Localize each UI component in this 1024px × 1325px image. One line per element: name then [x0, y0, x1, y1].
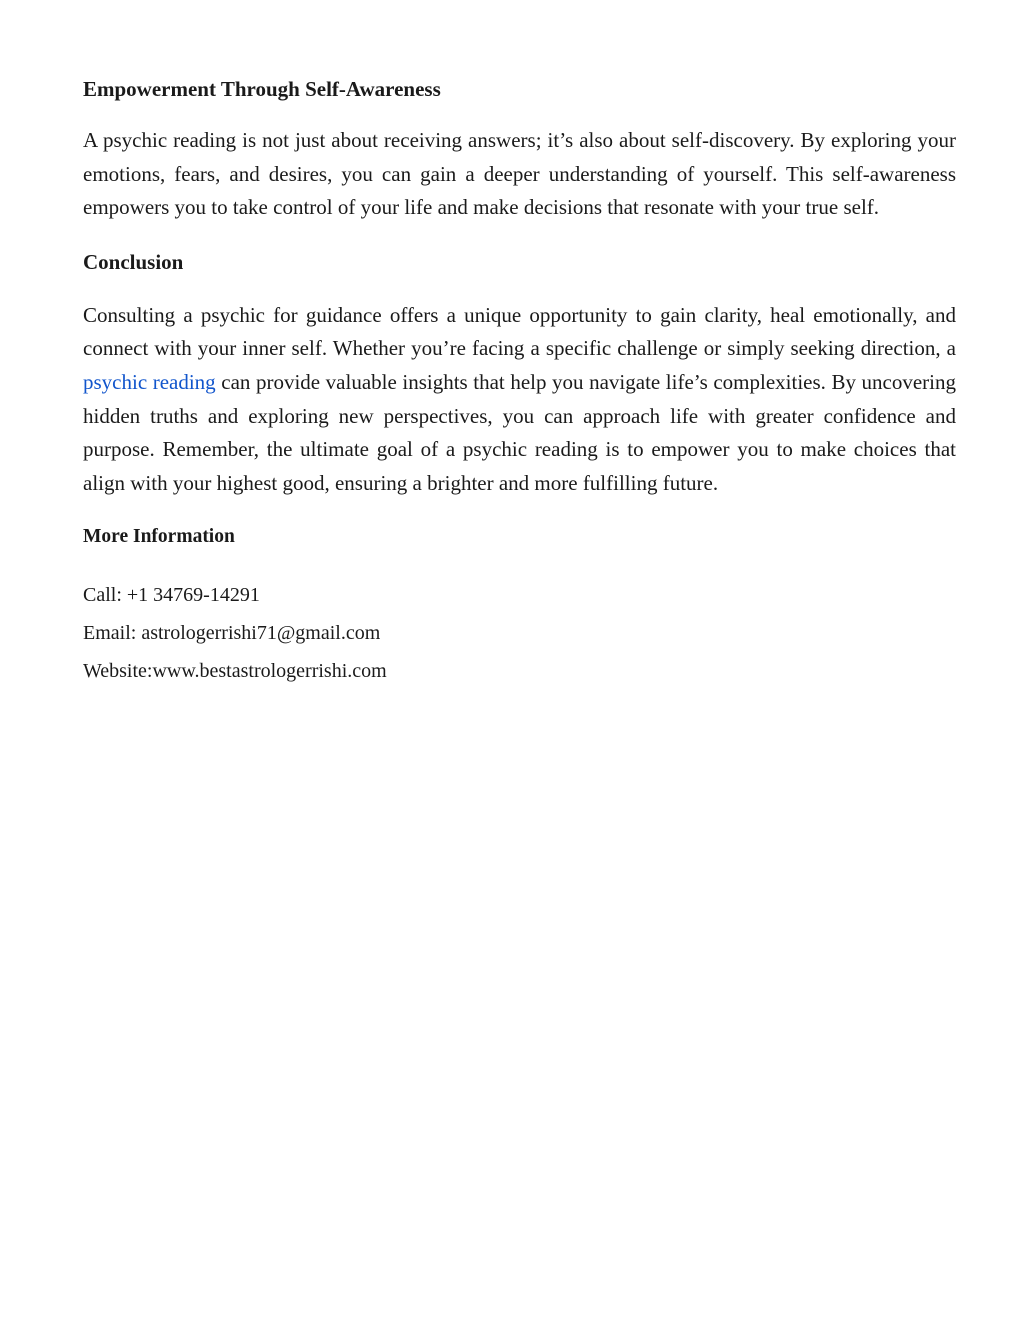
contact-call: Call: +1 34769-14291	[83, 584, 260, 607]
conclusion-text-start: Consulting a psychic for guidance offers a unique opportunity to gain clarity, heal emotionally, and connect with your inner self. Whether you’re facing a specific challenge or simply seeking direction, a	[83, 302, 956, 361]
document-page	[83, 72, 956, 690]
psychic-reading-link[interactable]: psychic reading	[83, 369, 216, 394]
contact-email: Email: astrologerrishi71@gmail.com	[83, 622, 381, 645]
conclusion-text-end: can provide valuable insights that help you navigate life’s complexities. By uncovering hidden truths and exploring new perspectives, you can approach life with greater confidence and purpose. Remember, the ultimate goal of a psychic reading is to empower you to make choices that align with your highest good, ensuring a brighter and more fulfilling future.	[83, 369, 956, 495]
paragraph-self-awareness: A psychic reading is not just about receiving answers; it’s also about self-discovery. By exploring your emotions, fears, and desires, you can gain a deeper understanding of yourself. This self-awareness empowers you to take control of your life and make decisions that resonate with your true self.	[83, 128, 956, 220]
more-information-heading: More Information	[83, 526, 235, 548]
section-heading-conclusion: Conclusion	[83, 249, 184, 274]
contact-website: Website:www.bestastrologerrishi.com	[83, 660, 387, 683]
paragraph-conclusion	[83, 299, 956, 501]
section-heading-self-awareness: Empowerment Through Self-Awareness	[83, 77, 441, 101]
